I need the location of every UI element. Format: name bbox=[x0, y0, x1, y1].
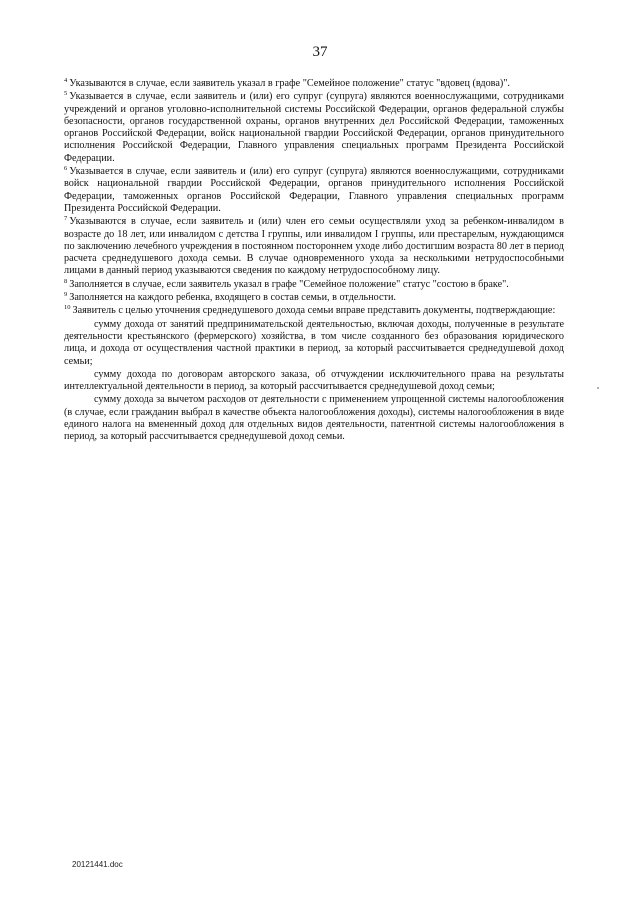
footnote-mark: 7 bbox=[64, 215, 68, 223]
footnote-text: Указываются в случае, если заявитель и (или) член его семьи осуществляли уход за ребенком-инвалидом в возрасте до 18 лет, или инвалидом с детства I группы, или инвалидом I группы, или престарелым, нуждающимся по заключению лечебного учреждения в постоянном постороннем уходе либо достигшим возраста 80 лет в период расчета среднедушевого дохода семьи. В случае одновременного ухода за несколькими нетрудоспособными лицами в данный период указываются сведения по каждому нетрудоспособному лицу. bbox=[64, 216, 564, 277]
footnote-text: Указывается в случае, если заявитель и (или) его супруг (супруга) являются военнослужащими, сотрудниками учреждений и органов уголовно-исполнительной системы Российской Федерации, органов федеральной службы безопасности, органов государственной охраны, органов внутренних дел Российской Федерации, таможенных органов Российской Федерации, войск национальной гвардии Российской Федерации, органов принудительного исполнения Российской Федерации, Главного управления специальных программ Президента Российской Федерации. bbox=[64, 91, 564, 164]
footnote-mark: 5 bbox=[64, 90, 68, 98]
income-paragraph-1: сумму дохода от занятий предпринимательской деятельностью, включая доходы, полученные в результате деятельности крестьянского (фермерского) хозяйства, в том числе созданного без образования юридического лица, и дохода от осуществления частной практики в период, за который рассчитывается среднедушевой доход семьи; bbox=[64, 318, 564, 367]
scan-speck bbox=[597, 387, 599, 389]
footnote-mark: 9 bbox=[64, 291, 68, 299]
footnote-mark: 10 bbox=[64, 304, 71, 312]
page-number: 37 bbox=[312, 44, 328, 60]
footnotes-section bbox=[64, 78, 564, 445]
footnote-mark: 6 bbox=[64, 165, 68, 173]
footnote-10 bbox=[64, 305, 564, 317]
footnote-6 bbox=[64, 166, 564, 215]
income-paragraph-2: сумму дохода по договорам авторского заказа, об отчуждении исключительного права на результаты интеллектуальной деятельности в период, за который рассчитывается среднедушевой доход семьи; bbox=[64, 368, 564, 393]
footnote-text: Заполняется на каждого ребенка, входящего в состав семьи, в отдельности. bbox=[69, 292, 396, 304]
footer-filename: 20121441.doc bbox=[72, 860, 123, 869]
footnote-text: Заполняется в случае, если заявитель указал в графе "Семейное положение" статус "состою в браке". bbox=[69, 278, 509, 290]
footnote-text: Указываются в случае, если заявитель указал в графе "Семейное положение" статус "вдовец (вдова)". bbox=[69, 78, 510, 89]
footnote-mark: 8 bbox=[64, 277, 68, 285]
income-paragraph-3: сумму дохода за вычетом расходов от деятельности с применением упрощенной системы налогообложения (в случае, если гражданин выбрал в качестве объекта налогообложения доходы), системы налогообложения в виде единого налога на вмененный доход для отдельных видов деятельности, патентной системы налогообложения в период, за который рассчитывается среднедушевой доход семьи. bbox=[64, 394, 564, 443]
footnote-8 bbox=[64, 279, 564, 291]
footnote-7 bbox=[64, 216, 564, 277]
footnote-9 bbox=[64, 292, 564, 304]
footnote-text: Указывается в случае, если заявитель и (или) его супруг (супруга) являются военнослужащими, сотрудниками войск национальной гвардии Российской Федерации, органов принудительного исполнения Российской Федерации, таможенных органов Российской Федерации, Главного управления специальных программ Президента Российской Федерации. bbox=[64, 166, 564, 214]
footnote-4 bbox=[64, 78, 564, 90]
footnote-mark: 4 bbox=[64, 77, 68, 84]
footnote-5 bbox=[64, 91, 564, 165]
footnote-text: Заявитель с целью уточнения среднедушевого дохода семьи вправе представить документы, подтверждающие: bbox=[72, 305, 556, 317]
